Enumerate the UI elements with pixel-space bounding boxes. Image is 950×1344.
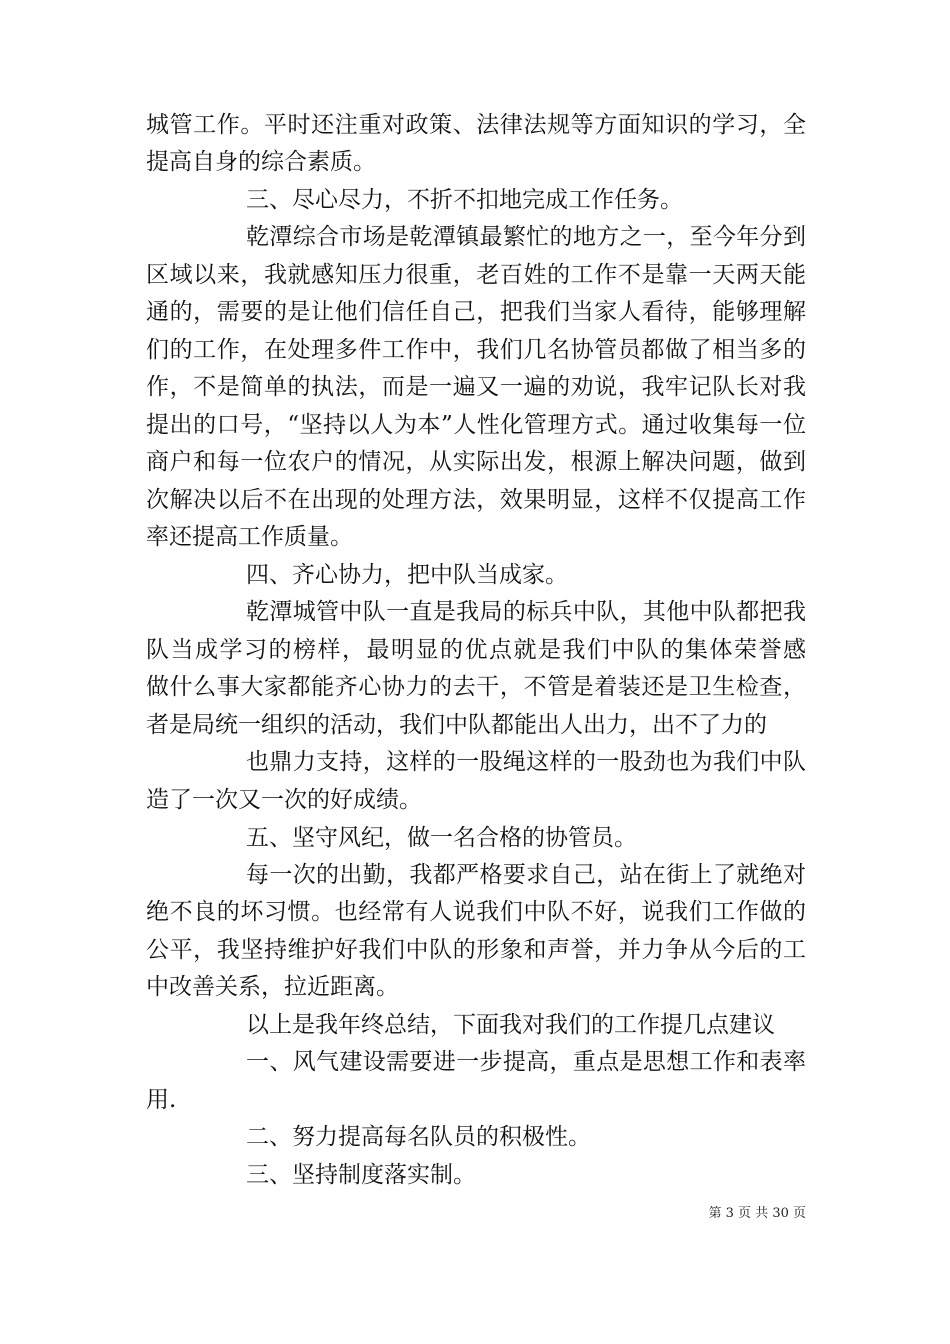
text-line: 二、努力提高每名队员的积极性。 xyxy=(246,1124,591,1150)
text-line: 以上是我年终总结，下面我对我们的工作提几点建议 xyxy=(246,1012,775,1038)
text-line: 商户和每一位农户的情况，从实际出发，根源上解决问题，做到 xyxy=(146,449,806,475)
text-line: 五、坚守风纪，做一名合格的协管员。 xyxy=(246,825,637,851)
text-line: 一、风气建设需要进一步提高，重点是思想工作和表率 xyxy=(246,1049,806,1075)
text-line: 作，不是简单的执法，而是一遍又一遍的劝说，我牢记队长对我 xyxy=(146,374,806,400)
page-number-footer: 第 3 页 共 30 页 xyxy=(708,1206,806,1221)
text-line: 率还提高工作质量。 xyxy=(146,524,353,550)
text-line: 也鼎力支持，这样的一股绳这样的一股劲也为我们中队 xyxy=(246,749,806,775)
text-line: 通的，需要的是让他们信任自己，把我们当家人看待，能够理解 xyxy=(146,299,806,325)
text-line: 三、坚持制度落实制。 xyxy=(246,1162,476,1188)
text-line: 提高自身的综合素质。 xyxy=(146,149,376,175)
text-line: 四、齐心协力，把中队当成家。 xyxy=(246,562,568,588)
text-line: 次解决以后不在出现的处理方法，效果明显，这样不仅提高工作 xyxy=(146,487,806,513)
text-line: 城管工作。平时还注重对政策、法律法规等方面知识的学习，全 xyxy=(146,112,806,138)
text-line: 区域以来，我就感知压力很重，老百姓的工作不是靠一天两天能 xyxy=(146,262,806,288)
text-line: 队当成学习的榜样，最明显的优点就是我们中队的集体荣誉感 xyxy=(146,637,806,663)
text-line: 每一次的出勤，我都严格要求自己，站在街上了就绝对 xyxy=(246,862,806,888)
text-line: 提出的口号，“坚持以人为本”人性化管理方式。通过收集每一位 xyxy=(146,412,806,438)
text-line: 做什么事大家都能齐心协力的去干，不管是着装还是卫生检查， xyxy=(146,674,806,700)
text-line: 们的工作，在处理多件工作中，我们几名协管员都做了相当多的 xyxy=(146,337,806,363)
text-line: 绝不良的坏习惯。也经常有人说我们中队不好，说我们工作做的 xyxy=(146,899,806,925)
text-line: 者是局统一组织的活动，我们中队都能出人出力，出不了力的 xyxy=(146,712,767,738)
text-line: 三、尽心尽力，不折不扣地完成工作任务。 xyxy=(246,187,683,213)
text-line: 公平，我坚持维护好我们中队的形象和声誉，并力争从今后的工 xyxy=(146,937,806,963)
text-line: 中改善关系，拉近距离。 xyxy=(146,974,399,1000)
text-line: 乾潭城管中队一直是我局的标兵中队，其他中队都把我 xyxy=(246,599,806,625)
text-line: 乾潭综合市场是乾潭镇最繁忙的地方之一，至今年分到 xyxy=(246,224,806,250)
text-line: 造了一次又一次的好成绩。 xyxy=(146,787,422,813)
text-line: 用. xyxy=(146,1087,177,1113)
